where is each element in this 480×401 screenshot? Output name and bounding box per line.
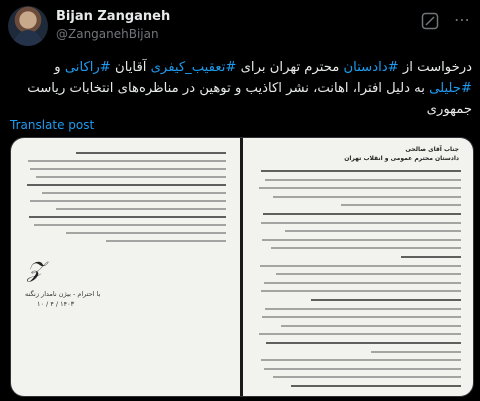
document-text-line — [76, 152, 226, 154]
document-page-right — [243, 138, 473, 396]
addressee-title: دادستان محترم عمومی و انقلاب تهران — [344, 155, 459, 162]
signature: 𝒵 — [27, 258, 44, 283]
document-page-left — [11, 138, 240, 396]
document-text-line — [259, 187, 461, 189]
document-text-line — [30, 168, 226, 170]
tweet-header — [0, 0, 480, 56]
post-media[interactable] — [10, 137, 474, 397]
translate-post-link[interactable]: Translate post — [10, 118, 95, 132]
document-text-line — [262, 239, 461, 241]
document-text-line — [276, 273, 461, 275]
document-text-line — [401, 256, 461, 258]
document-text-line — [29, 216, 226, 218]
document-text-line — [56, 208, 226, 210]
hashtag-prosecutor[interactable]: #دادستان — [343, 60, 399, 75]
author-handle[interactable]: @ZanganehBijan — [56, 27, 159, 41]
document-text-line — [264, 368, 461, 370]
document-text-line — [42, 192, 226, 194]
document-text-line — [285, 230, 461, 232]
document-text-line — [36, 176, 226, 178]
document-text-line — [265, 308, 461, 310]
document-text-line — [30, 200, 226, 202]
document-text-line — [273, 196, 461, 198]
document-text-line — [265, 179, 461, 181]
hashtag-rakani[interactable]: #راکانی — [64, 60, 111, 75]
document-text-line — [106, 240, 226, 242]
document-text-line — [266, 342, 461, 344]
hashtag-jalili[interactable]: #جلیلی — [429, 81, 472, 96]
closing-line: با احترام - بیژن نامدار زنگنه — [25, 290, 101, 298]
addressee: جناب آقای صالحی — [405, 146, 459, 153]
document-text-line — [371, 351, 461, 353]
hashtag-criminal-prosecution[interactable]: #تعقیب_کیفری — [150, 60, 237, 75]
document-text-line — [28, 160, 226, 162]
document-text-line — [263, 213, 461, 215]
tweet-text: درخواست از #دادستان محترم تهران برای #تعقیب_کیفری آقایان #راکانی و #جلیلی به دلیل افترا، اهانت، نشر اکاذیب و توهین در مناظره‌های انتخابات ریاست جمهوری — [27, 60, 472, 117]
document-text-line — [27, 184, 226, 186]
document-text-line — [264, 282, 461, 284]
document-text-line — [271, 247, 461, 249]
document-date: ۱۴۰۳ / ۴ / ۱۰ — [37, 300, 75, 308]
document-text-line — [261, 290, 461, 292]
document-text-line — [260, 265, 461, 267]
document-text-line — [261, 359, 461, 361]
document-text-line — [259, 333, 461, 335]
author-name[interactable]: Bijan Zanganeh — [56, 9, 171, 24]
document-text-line — [273, 376, 461, 378]
document-text-line — [291, 385, 461, 387]
document-text-line — [311, 299, 461, 301]
document-text-line — [66, 232, 226, 234]
document-text-line — [341, 204, 461, 206]
document-text-line — [261, 170, 461, 172]
document-text-line — [34, 224, 226, 226]
grok-icon[interactable] — [421, 12, 439, 30]
document-text-line — [261, 222, 461, 224]
avatar[interactable] — [8, 6, 48, 46]
more-icon[interactable]: ⋯ — [454, 10, 470, 29]
document-text-line — [281, 325, 461, 327]
document-text-line — [262, 316, 461, 318]
